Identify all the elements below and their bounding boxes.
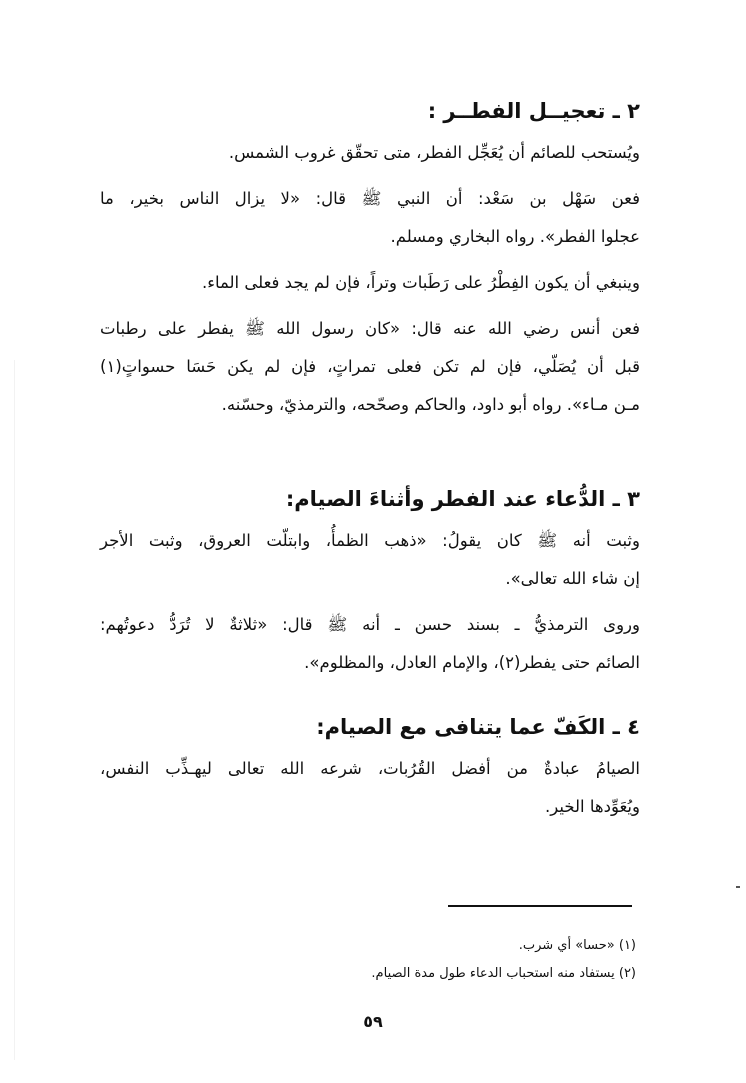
section-2-heading: ٢ ـ تعجيــل الفطــر : (427, 99, 640, 123)
section-2-paragraph-1 (100, 134, 640, 172)
text-line: فعن أنس رضي الله عنه قال: «كان رسول الله ﷺ يفطر على رطبات (100, 319, 640, 338)
footnote-1: (١) «حسا» أي شرب. (518, 938, 636, 953)
text-line: مـن مـاء». رواه أبو داود، والحاكم وصحّحه، والترمذيّ، وحسّنه. (221, 395, 640, 414)
footnote-2: (٢) يستفاد منه استحباب الدعاء طول مدة الصيام. (371, 966, 636, 981)
text-line: وينبغي أن يكون الفِطْرُ على رَطَبات وتراً، فإن لم يجد فعلى الماء. (201, 273, 640, 292)
section-2-paragraph-4 (100, 310, 640, 424)
section-4-paragraph-1 (100, 750, 640, 826)
page-number: ٥٩ (363, 1012, 383, 1031)
section-3-heading: ٣ ـ الدُّعاء عند الفطر وأثناءَ الصيام: (285, 487, 640, 511)
text-line: فعن سَهْل بن سَعْد: أن النبي ﷺ قال: «لا يزال الناس بخير، ما (100, 189, 640, 208)
main-text-column (100, 92, 640, 826)
section-4-heading: ٤ ـ الكَفّ عما يتنافى مع الصيام: (316, 715, 640, 739)
text-line: قبل أن يُصَلّي، فإن لم تكن فعلى تمراتٍ، فإن لم يكن حَسَا حسواتٍ(١) (100, 357, 640, 376)
text-line: الصائم حتى يفطر(٢)، والإمام العادل، والمظلوم». (304, 653, 640, 672)
section-2-paragraph-2 (100, 180, 640, 256)
text-line: ويُستحب للصائم أن يُعَجِّل الفطر، متى تحقّق غروب الشمس. (228, 143, 640, 162)
section-2-paragraph-3 (100, 264, 640, 302)
text-line: إن شاء الله تعالى». (505, 569, 640, 588)
text-line: وثبت أنه ﷺ كان يقولُ: «ذهب الظمأُ، وابتلّت العروق، وثبت الأجر (100, 531, 640, 550)
scan-edge-mark (736, 886, 740, 888)
text-line: ويُعَوِّدها الخير. (545, 797, 640, 816)
section-3-paragraph-1 (100, 522, 640, 598)
footnote-separator (448, 905, 632, 907)
text-line: عجلوا الفطر». رواه البخاري ومسلم. (390, 227, 640, 246)
text-line: الصيامُ عبادةٌ من أفضل القُرُبات، شرعه الله تعالى ليهـذِّب النفس، (100, 759, 640, 778)
section-3-paragraph-2 (100, 606, 640, 682)
text-line: وروى الترمذيُّ ـ بسند حسن ـ أنه ﷺ قال: «ثلاثةٌ لا تُرَدُّ دعوتُهم: (100, 615, 640, 634)
footnotes (100, 932, 636, 988)
scan-margin-line (14, 360, 15, 1060)
